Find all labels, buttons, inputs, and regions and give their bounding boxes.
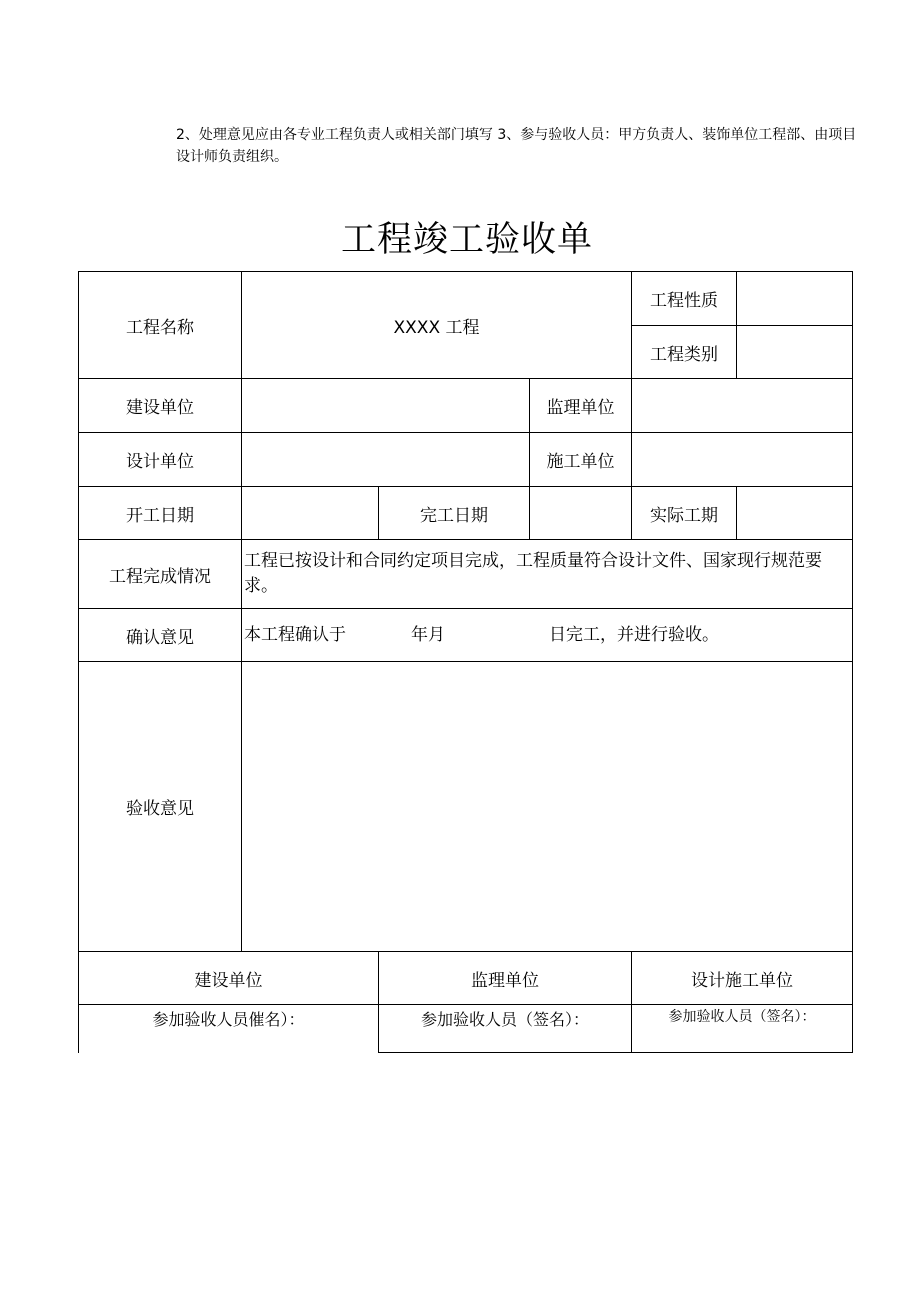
project-nature-label: 工程性质 — [650, 291, 718, 311]
sign-design-builder-staff[interactable]: 参加验收人员（签名）： — [668, 1009, 816, 1025]
completion-status-label: 工程完成情况 — [109, 566, 211, 587]
project-category-value[interactable] — [737, 326, 852, 378]
design-unit-label: 设计单位 — [126, 452, 194, 472]
confirmation-label: 确认意见 — [126, 627, 194, 648]
confirmation-suffix: 日完工，并进行验收。 — [549, 624, 719, 645]
construction-unit-value[interactable] — [242, 379, 529, 432]
confirmation-month: 年月 — [411, 624, 445, 645]
completion-date-value[interactable] — [530, 487, 631, 539]
start-date-label: 开工日期 — [126, 505, 194, 526]
confirmation-prefix: 本工程确认于 — [244, 624, 346, 645]
project-nature-value[interactable] — [737, 272, 852, 325]
start-date-value[interactable] — [242, 487, 378, 539]
acceptance-opinion-field[interactable] — [242, 662, 852, 951]
supervision-unit-value[interactable] — [632, 379, 852, 432]
sign-supervision-staff[interactable]: 参加验收人员（签名）： — [420, 1009, 589, 1029]
supervision-unit-label: 监理单位 — [546, 398, 615, 418]
sign-construction-staff[interactable]: 参加验收人员催名）： — [152, 1009, 305, 1029]
sign-design-builder-unit-label: 设计施工单位 — [691, 970, 793, 991]
project-name-value[interactable]: XXXX 工程 — [393, 317, 480, 338]
design-unit-value[interactable] — [242, 433, 529, 486]
builder-unit-value[interactable] — [632, 433, 852, 486]
grid-line — [852, 271, 853, 1053]
completion-status-text: 工程已按设计和合同约定项目完成，工程质量符合设计文件、国家现行规范要求。 — [244, 551, 822, 596]
actual-duration-value[interactable] — [737, 487, 852, 539]
acceptance-opinion-label: 验收意见 — [126, 799, 194, 819]
form-title: 工程竣工验收单 — [340, 220, 593, 260]
builder-unit-label: 施工单位 — [546, 452, 615, 472]
instruction-note: 2、处理意见应由各专业工程负责人或相关部门填写 3、参与验收人员：甲方负责人、装饰单位工程部、由项目设计师负责组织。 — [176, 127, 857, 165]
project-category-label: 工程类别 — [650, 344, 718, 365]
construction-unit-label: 建设单位 — [126, 398, 194, 418]
grid-line — [378, 1052, 853, 1053]
completion-date-label: 完工日期 — [420, 505, 488, 526]
acceptance-form-table — [78, 271, 853, 1053]
project-name-label: 工程名称 — [126, 317, 194, 338]
sign-construction-unit-label: 建设单位 — [194, 970, 263, 991]
actual-duration-label: 实际工期 — [650, 505, 718, 526]
sign-supervision-unit-label: 监理单位 — [471, 970, 539, 991]
